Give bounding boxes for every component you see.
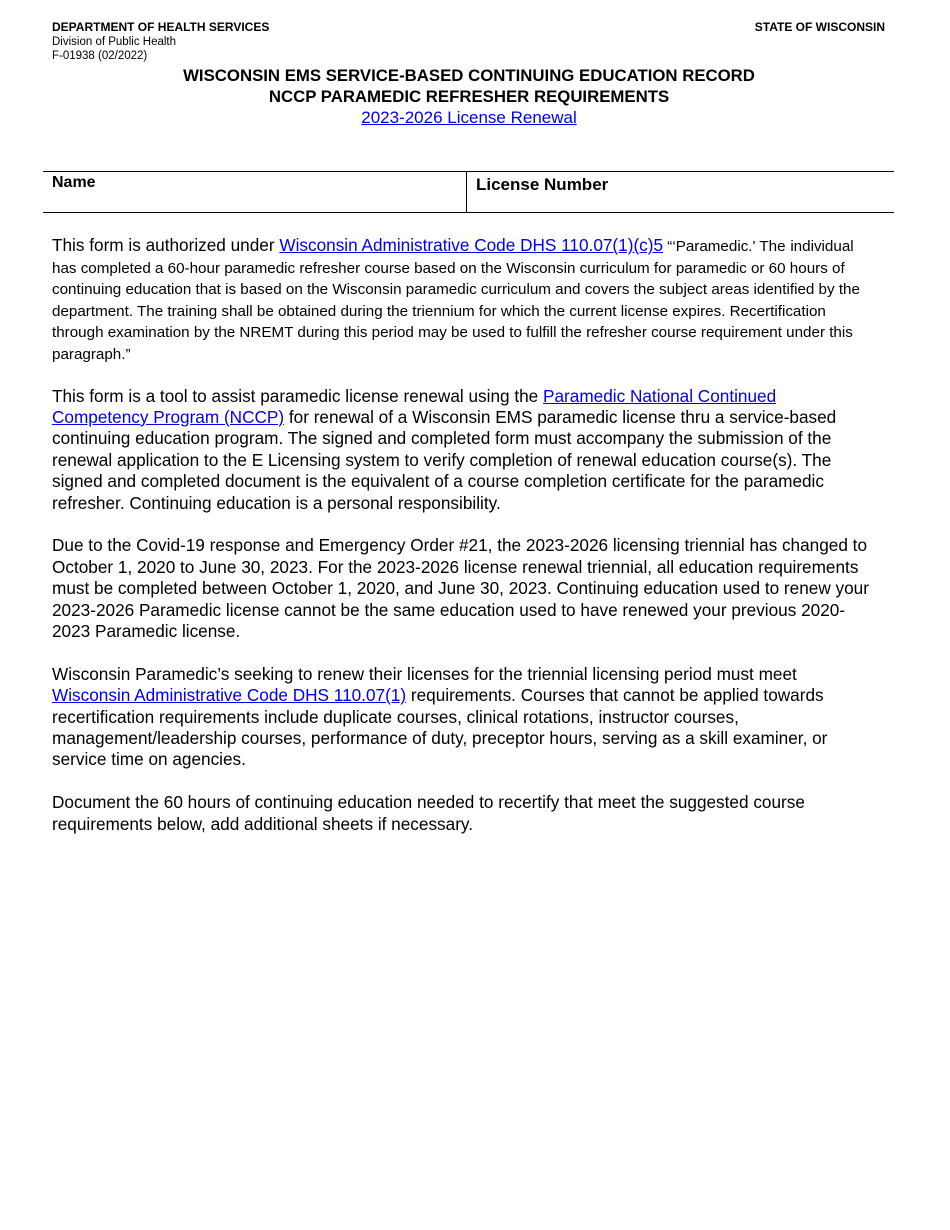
name-label: Name	[52, 174, 96, 191]
department-name: DEPARTMENT OF HEALTH SERVICES	[52, 20, 270, 34]
dhs-110-07-1-c-5-link[interactable]: Wisconsin Administrative Code DHS 110.07(1)(c)5	[279, 235, 664, 255]
form-title: WISCONSIN EMS SERVICE-BASED CONTINUING EDUCATION RECORD	[183, 66, 755, 85]
p2-intro: This form is a tool to assist paramedic license renewal using the	[52, 385, 544, 406]
license-number-label: License Number	[476, 175, 609, 194]
form-subtitle: NCCP PARAMEDIC REFRESHER REQUIREMENTS	[268, 87, 670, 106]
identity-fields	[43, 171, 894, 213]
p4-rest: requirements. Courses that cannot be applied towards recertification requirements include duplicate courses, clinical rotations, instructor courses, management/leadership courses, performance of duty, preceptor hours, serving as a skill examiner, or service time on agencies.	[52, 685, 828, 770]
covid-paragraph: Due to the Covid-19 response and Emergency Order #21, the 2023-2026 licensing triennial has changed to October 1, 2020 to June 30, 2023. For the 2023-2026 license renewal triennial, all education requirements must be completed between October 1, 2020, and June 30, 2023. Continuing education used to renew your 2023-2026 Paramedic license cannot be the same education used to have renewed your previous 2020-2023 Paramedic license.	[52, 535, 869, 642]
nccp-link[interactable]: Paramedic National Continued Competency Program (NCCP)	[52, 385, 777, 427]
title-block	[0, 65, 938, 129]
authorization-paragraph	[52, 235, 877, 365]
license-number-field[interactable]	[467, 172, 894, 212]
p1-quote-body: individual has completed a 60-hour paramedic refresher course based on the Wisconsin curriculum for paramedic or 60 hours of continuing education that is based on the Wisconsin paramedic curriculum and covers the subject areas identified by the department. The training shall be obtained during the triennium for which the current license expires. Recertification through examination by the NREMT during this period may be used to fulfill the refresher course requirement under this paragraph.”	[52, 238, 860, 363]
name-field[interactable]	[43, 172, 467, 212]
requirements-paragraph	[52, 664, 877, 771]
state-name: STATE OF WISCONSIN	[754, 20, 885, 34]
division-name: Division of Public Health	[52, 35, 177, 48]
p1-quote-start: “‘Paramedic.' The	[663, 238, 786, 255]
purpose-paragraph	[52, 386, 877, 514]
form-body	[52, 235, 877, 856]
p2-rest: for renewal of a Wisconsin EMS paramedic license thru a service-based continuing education program. The signed and completed form must accompany the submission of the renewal application to the E Licensing system to verify completion of renewal education course(s). The signed and completed document is the equivalent of a course completion certificate for the paramedic refresher. Continuing education is a personal responsibility.	[52, 406, 837, 513]
p1-intro: This form is authorized under	[52, 235, 280, 255]
document-hours-paragraph: Document the 60 hours of continuing education needed to recertify that meet the suggested course requirements below, add additional sheets if necessary.	[52, 792, 805, 834]
p4-intro: Wisconsin Paramedic’s seeking to renew their licenses for the triennial licensing period must meet	[52, 663, 797, 684]
header-agency-block	[52, 20, 269, 64]
dhs-110-07-1-link[interactable]: Wisconsin Administrative Code DHS 110.07(1)	[52, 685, 407, 706]
license-renewal-link[interactable]: 2023-2026 License Renewal	[361, 108, 577, 127]
form-number: F-01938 (02/2022)	[52, 50, 148, 62]
